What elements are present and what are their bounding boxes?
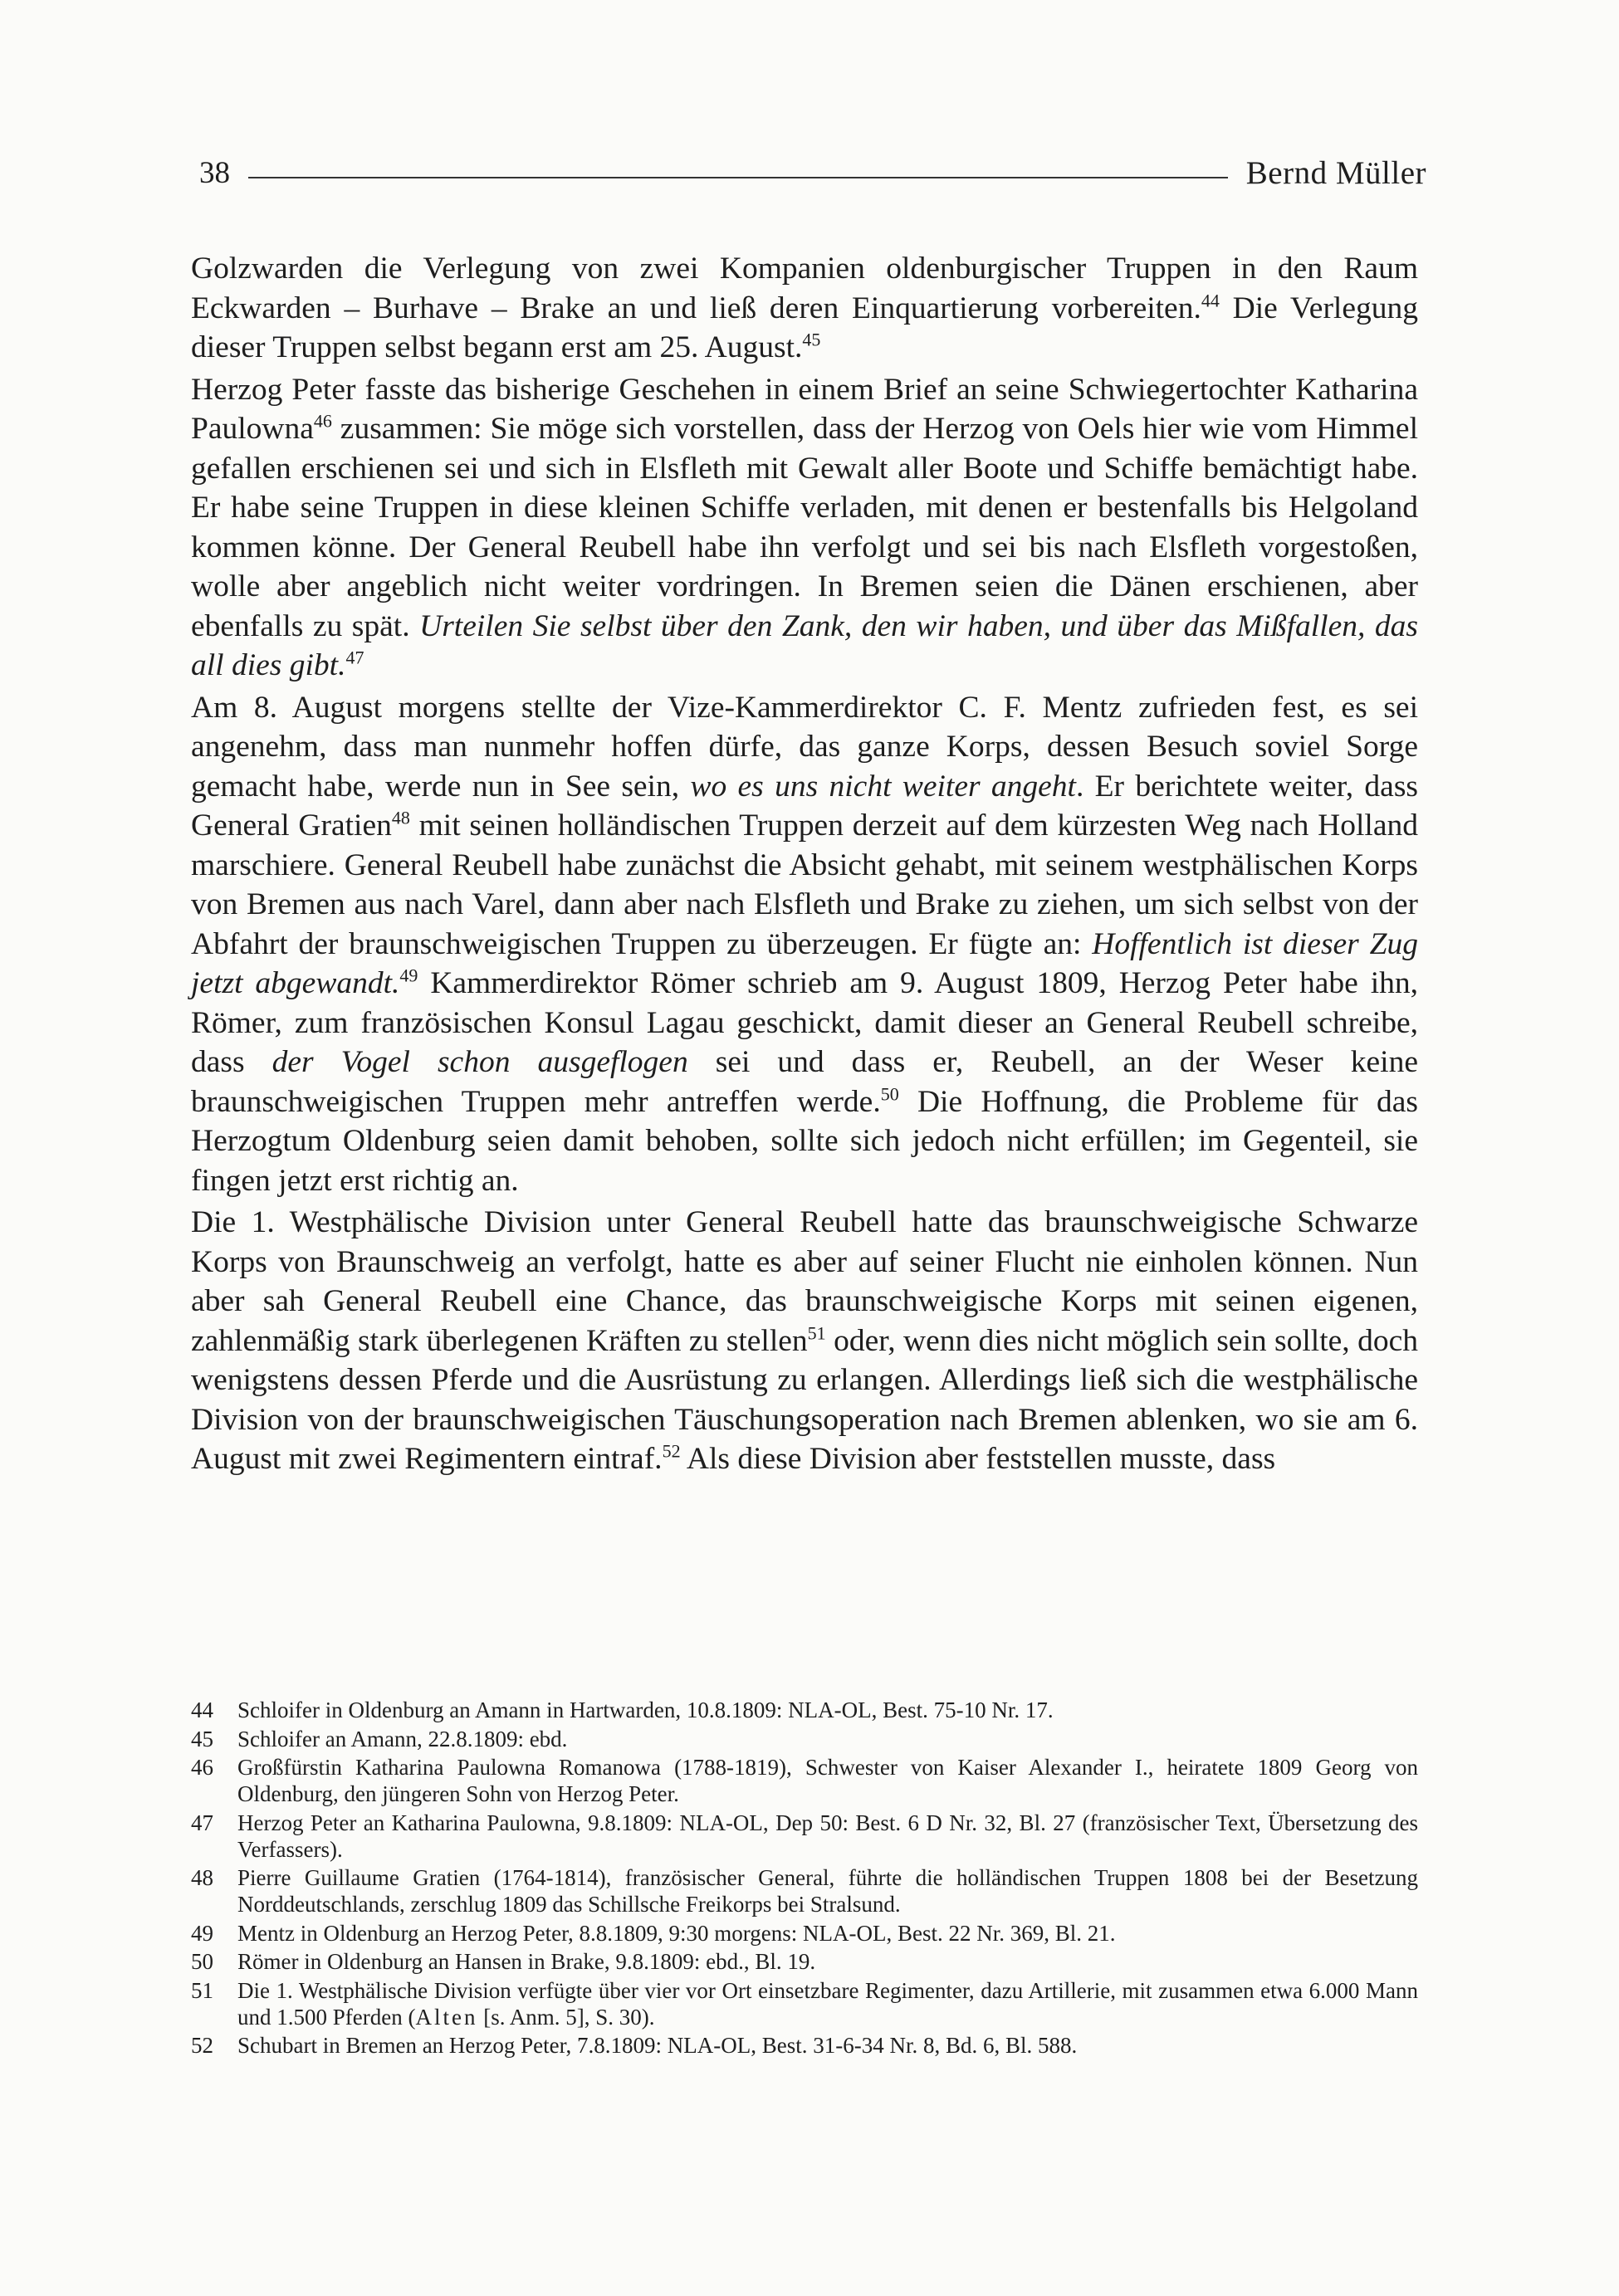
text-run: Als diese Division aber feststellen musste, dass [680, 1442, 1276, 1476]
footnote-number: 50 [191, 1949, 213, 1974]
footnote-ref: 51 [807, 1322, 826, 1343]
text-run: Herzog Peter fasste das bisherige Geschehen in einem Brief an seine Schwiegertochter Katharina Paulowna [191, 372, 1418, 446]
text-run: sei und dass er, Reubell, an der Weser keine braunschweigischen Truppen mehr antreffen werde. [191, 1045, 1418, 1119]
footnote-number: 51 [191, 1977, 213, 2003]
running-header [199, 148, 1426, 198]
footnote-number: 46 [191, 1755, 213, 1780]
footnote-number: 44 [191, 1698, 213, 1722]
text-run: Die Verlegung dieser Truppen selbst begann erst am 25. August. [191, 291, 1418, 364]
text-run: . Er berichtete weiter, dass General Gratien [191, 769, 1419, 843]
text-run: mit seinen holländischen Truppen derzeit auf dem kürzesten Weg nach Holland marschiere. General Reubell habe zunächst die Absicht gehabt, mit seinem westphälischen Korps von Bremen aus nach Varel, dann aber nach Elsfleth und Brake zu ziehen, um sich selbst von der Abfahrt der braunschweigischen Truppen zu überzeugen. Er fügte an: [191, 808, 1418, 961]
footnote-ref: 50 [880, 1083, 899, 1104]
text-run: Die 1. Westphälische Division verfügte über vier vor Ort einsetzbare Regimenter, dazu Artillerie, mit zusammen etwa 6.000 Mann und 1.500 Pferden ( [237, 1977, 1418, 2030]
quotation: wo es uns nicht weiter angeht [690, 769, 1076, 804]
footnote-number: 47 [191, 1810, 213, 1835]
text-run: [s. Anm. 5], S. 30). [477, 2004, 655, 2030]
footnote [191, 1977, 1418, 2030]
text-run: Am 8. August morgens stellte der Vize-Kammerdirektor C. F. Mentz zufrieden fest, es sei angenehm, dass man nunmehr hoffen dürfe, das ganze Korps, dessen Besuch soviel Sorge gemacht habe, werde nun in See sein, [191, 690, 1418, 804]
footnote-text: Römer in Oldenburg an Hansen in Brake, 9.8.1809: ebd., Bl. 19. [237, 1949, 816, 1974]
text-run: Kammerdirektor Römer schrieb am 9. August 1809, Herzog Peter habe ihn, Römer, zum französischen Konsul Lagau geschickt, damit dieser an General Reubell schreibe, dass [191, 966, 1418, 1079]
footnote-number: 48 [191, 1865, 213, 1890]
paragraph [191, 1203, 1418, 1479]
footnote-ref: 44 [1201, 290, 1220, 310]
footnote [191, 1726, 1418, 1752]
footnote-ref: 49 [399, 965, 418, 986]
footnote-number: 52 [191, 2033, 213, 2058]
paragraph [191, 688, 1418, 1201]
footnote [191, 1948, 1418, 1975]
quotation: Hoffentlich ist dieser Zug jetzt abgewandt. [191, 926, 1418, 1000]
footnote [191, 1697, 1418, 1723]
footnote [191, 1810, 1418, 1863]
paragraph [191, 249, 1418, 368]
cited-author: Alten [415, 2004, 478, 2030]
footnote-text: Schloifer an Amann, 22.8.1809: ebd. [237, 1726, 568, 1751]
footnote-ref: 46 [313, 410, 332, 432]
footnote [191, 2032, 1418, 2059]
main-text [191, 249, 1418, 1479]
footnotes [191, 1697, 1418, 2061]
footnote-ref: 47 [345, 647, 364, 668]
page-number: 38 [199, 155, 230, 190]
header-rule [248, 177, 1228, 178]
text-run: Die 1. Westphälische Division unter General Reubell hatte das braunschweigische Schwarze Korps von Braunschweig an verfolgt, hatte es aber auf seiner Flucht nie einholen können. Nun aber sah General Reubell eine Chance, das braunschweigische Korps mit seinen eigenen, zahlenmäßig stark überlegenen Kräften zu stellen [191, 1205, 1418, 1358]
footnote-text: Großfürstin Katharina Paulowna Romanowa (1788-1819), Schwester von Kaiser Alexander I., heiratete 1809 Georg von Oldenburg, den jüngeren Sohn von Herzog Peter. [237, 1755, 1418, 1806]
footnote [191, 1754, 1418, 1807]
footnote-text: Schubart in Bremen an Herzog Peter, 7.8.1809: NLA-OL, Best. 31-6-34 Nr. 8, Bd. 6, Bl. 588. [237, 2033, 1078, 2058]
footnote-ref: 52 [662, 1440, 681, 1462]
quotation: Urteilen Sie selbst über den Zank, den wir haben, und über das Mißfallen, das all dies gibt. [191, 608, 1418, 682]
paragraph [191, 370, 1418, 686]
footnote-number: 49 [191, 1920, 213, 1946]
footnote [191, 1920, 1418, 1947]
footnote-ref: 45 [802, 329, 821, 350]
text-run: oder, wenn dies nicht möglich sein sollte, doch wenigstens dessen Pferde und die Ausrüstung zu erlangen. Allerdings ließ sich die westphälische Division von der braunschweigischen Täuschungsoperation nach Bremen ablenken, wo sie am 6. August mit zwei Regimentern eintraf. [191, 1323, 1418, 1476]
footnote-number: 45 [191, 1726, 213, 1751]
quotation: der Vogel schon ausgeflogen [271, 1045, 688, 1079]
footnote [191, 1864, 1418, 1917]
footnote-text: Herzog Peter an Katharina Paulowna, 9.8.1809: NLA-OL, Dep 50: Best. 6 D Nr. 32, Bl. 27 (französischer Text, Übersetzung des Verfassers). [237, 1810, 1418, 1862]
text-run: zusammen: Sie möge sich vorstellen, dass der Herzog von Oels hier wie vom Himmel gefallen erschienen sei und sich in Elsfleth mit Gewalt aller Boote und Schiffe bemächtigt habe. Er habe seine Truppen in diese kleinen Schiffe verladen, mit denen er bestenfalls bis Helgoland kommen könne. Der General Reubell habe ihn verfolgt und sei bis nach Elsfleth vorgestoßen, wolle aber angeblich nicht weiter vordringen. In Bremen seien die Dänen erschienen, aber ebenfalls zu spät. [191, 412, 1418, 643]
running-head-author: Bernd Müller [1245, 154, 1426, 191]
footnote-text: Mentz in Oldenburg an Herzog Peter, 8.8.1809, 9:30 morgens: NLA-OL, Best. 22 Nr. 369, Bl. 21. [237, 1920, 1116, 1946]
footnote-text: Schloifer in Oldenburg an Amann in Hartwarden, 10.8.1809: NLA-OL, Best. 75-10 Nr. 17. [237, 1698, 1054, 1722]
text-run: Golzwarden die Verlegung von zwei Kompanien oldenburgischer Truppen in den Raum Eckwarden – Burhave – Brake an und ließ deren Einquartierung vorbereiten. [191, 252, 1418, 325]
footnote-text: Pierre Guillaume Gratien (1764-1814), französischer General, führte die holländischen Truppen 1808 bei der Besetzung Norddeutschlands, zerschlug 1809 das Schillsche Freikorps bei Stralsund. [237, 1865, 1418, 1917]
footnote-text [237, 1977, 1418, 2030]
footnote-ref: 48 [391, 807, 410, 828]
text-run: Die Hoffnung, die Probleme für das Herzogtum Oldenburg seien damit behoben, sollte sich jedoch nicht erfüllen; im Gegenteil, sie fingen jetzt erst richtig an. [191, 1084, 1419, 1198]
